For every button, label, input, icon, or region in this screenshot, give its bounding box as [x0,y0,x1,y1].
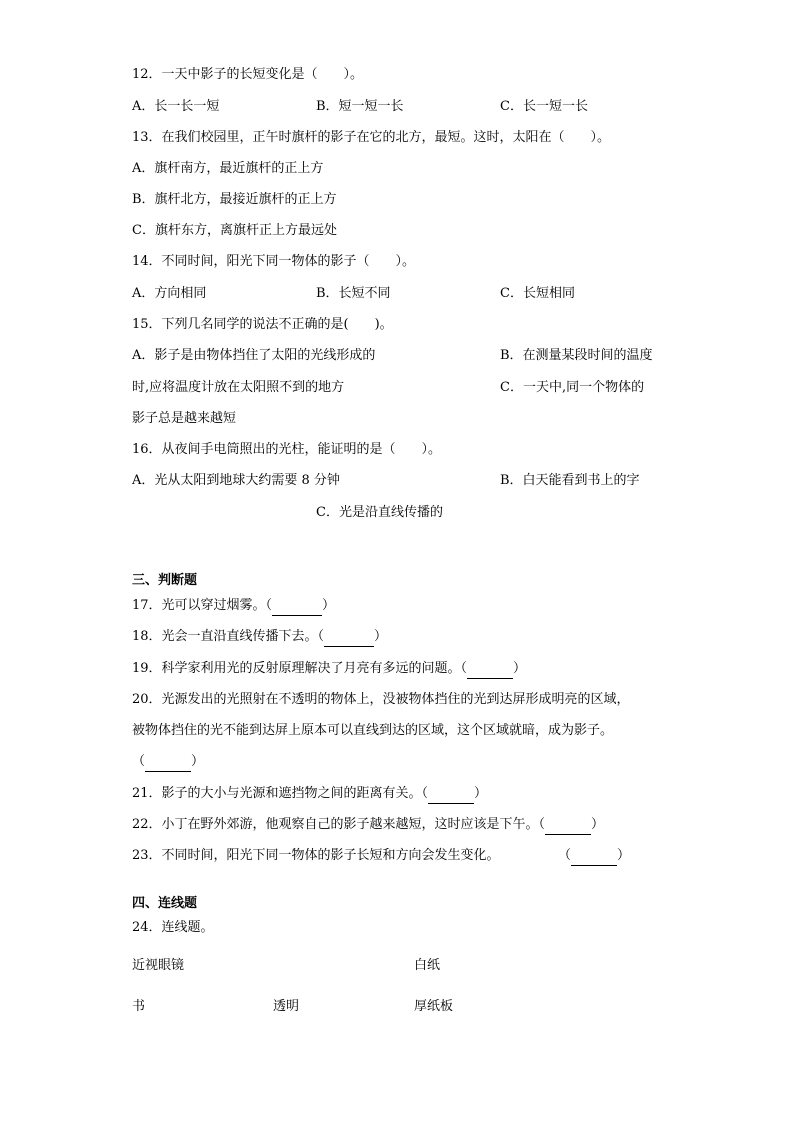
open-paren: （ [132,754,146,769]
answer-blank-17[interactable] [272,597,322,616]
question-20-line-3 [132,753,204,772]
match-item-white-paper[interactable]: 白纸 [414,958,441,973]
question-21-text: 21．影子的大小与光源和遮挡物之间的距离有关。（ [132,786,429,801]
close-paren: ） [322,598,336,613]
answer-blank-22[interactable] [545,816,591,835]
question-12-option-a: A．长一长一短 [132,99,220,114]
question-19 [132,660,526,679]
question-17-text: 17．光可以穿过烟雾。（ [132,598,273,613]
question-12-stem: 12．一天中影子的长短变化是（ ）。 [132,67,364,82]
question-15-option-c: C．一天中,同一个物体的 [500,380,645,395]
question-16-option-a: A．光从太阳到地球大约需要 8 分钟 [132,473,340,488]
question-16-stem: 16．从夜间手电筒照出的光柱，能证明的是（ ）。 [132,442,442,457]
question-20-line-2: 被物体挡住的光不能到达屏上原本可以直线到达的区域，这个区域就暗，成为影子。 [132,723,614,738]
answer-blank-18[interactable] [324,628,374,647]
question-15-option-b: B．在测量某段时间的温度 [500,348,653,363]
question-13-option-a: A．旗杆南方，最近旗杆的正上方 [132,161,324,176]
question-13-option-b: B．旗杆北方，最接近旗杆的正上方 [132,192,337,207]
question-16-option-b: B．白天能看到书上的字 [500,473,640,488]
close-paren: ） [591,817,605,832]
question-21 [132,785,487,804]
question-16-option-c: C．光是沿直线传播的 [316,505,443,520]
question-15-option-b-continued: 时,应将温度计放在太阳照不到的地方 [132,380,345,395]
match-item-book[interactable]: 书 [132,999,146,1014]
section-3-title: 三、判断题 [132,573,198,588]
question-20-line-1: 20．光源发出的光照射在不透明的物体上，没被物体挡住的光到达屏形成明亮的区域， [132,692,630,707]
question-15-stem: 15．下列几名同学的说法不正确的是( )。 [132,317,393,332]
answer-blank-19[interactable] [467,660,513,679]
question-19-text: 19．科学家利用光的反射原理解决了月亮有多远的问题。（ [132,661,468,676]
question-14-stem: 14．不同时间，阳光下同一物体的影子（ ）。 [132,254,416,269]
question-13-stem: 13．在我们校园里，正午时旗杆的影子在它的北方，最短。这时，太阳在（ ）。 [132,130,611,145]
match-item-cardboard[interactable]: 厚纸板 [414,999,454,1014]
question-18 [132,628,387,647]
question-24-stem: 24．连线题。 [132,920,214,935]
question-14-option-a: A．方向相同 [132,286,207,301]
answer-blank-21[interactable] [428,785,474,804]
match-item-transparent[interactable]: 透明 [273,999,300,1014]
close-paren: ） [191,754,205,769]
match-item-glasses[interactable]: 近视眼镜 [132,958,185,973]
question-22-text: 22．小丁在野外郊游，他观察自己的影子越来越短，这时应该是下午。（ [132,817,546,832]
close-paren: ） [374,629,388,644]
question-23: 23．不同时间，阳光下同一物体的影子长短和方向会发生变化。 [132,848,500,863]
question-17 [132,597,335,616]
section-4-title: 四、连线题 [132,896,198,911]
question-18-text: 18．光会一直沿直线传播下去。（ [132,629,325,644]
question-15-option-c-continued: 影子总是越来越短 [132,411,237,426]
question-14-option-b: B．长短不同 [316,286,391,301]
question-15-option-a: A．影子是由物体挡住了太阳的光线形成的 [132,348,376,363]
answer-blank-20[interactable] [145,753,191,772]
question-12-option-b: B．短一短一长 [316,99,404,114]
close-paren: ） [474,786,488,801]
close-paren: ） [617,848,631,863]
question-22 [132,816,604,835]
question-23-answer [558,847,630,866]
open-paren: （ [558,848,572,863]
question-13-option-c: C．旗杆东方，离旗杆正上方最远处 [132,223,337,238]
answer-blank-23[interactable] [571,847,617,866]
question-14-option-c: C．长短相同 [500,286,575,301]
close-paren: ） [513,661,527,676]
question-12-option-c: C．长一短一长 [500,99,588,114]
